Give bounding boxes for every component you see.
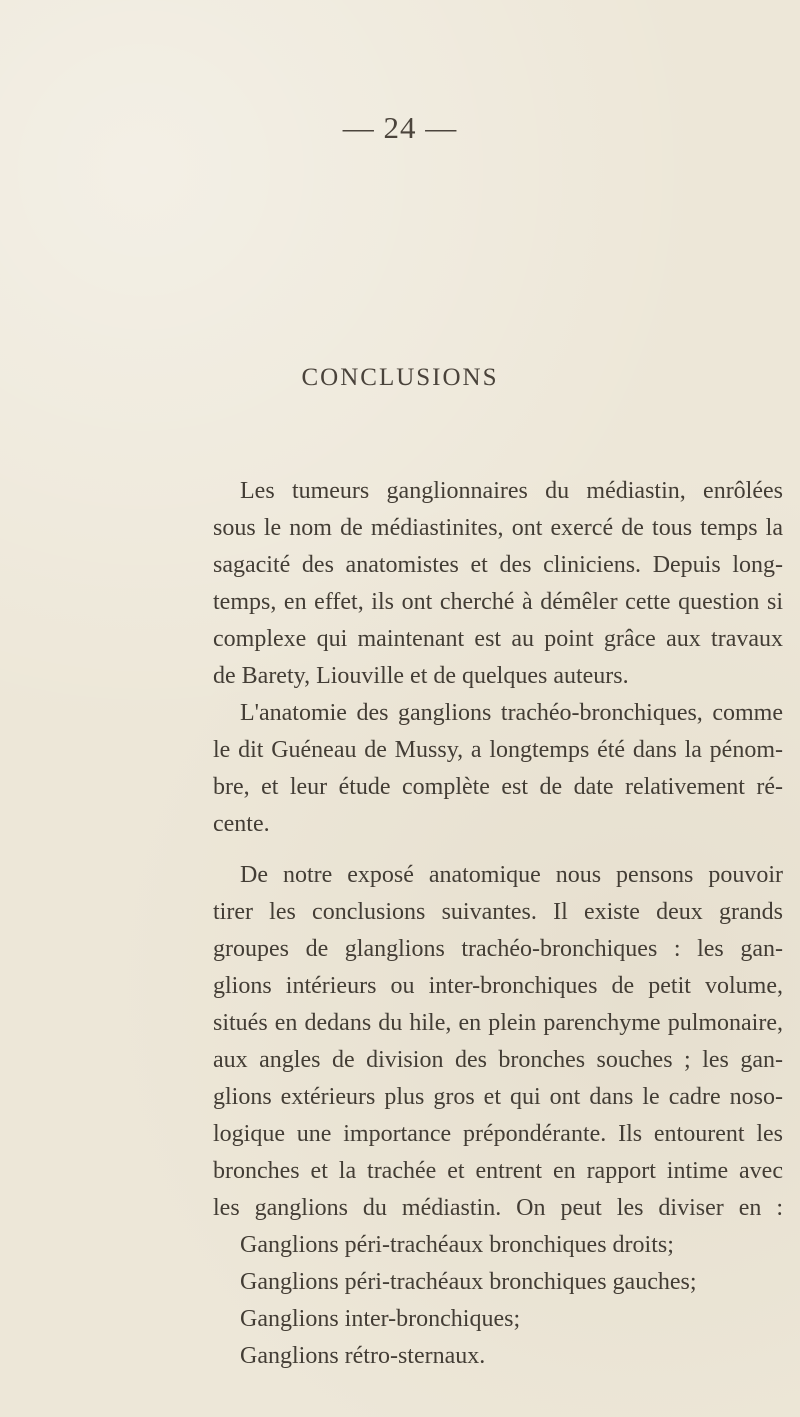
text-line: De notre exposé anatomique nous pensons pouvoir	[240, 862, 783, 888]
list-item: Ganglions inter-bronchiques;	[240, 1306, 521, 1332]
text-line: glions extérieurs plus gros et qui ont dans le cadre noso-	[213, 1084, 783, 1110]
text-line: de Barety, Liouville et de quelques auteurs.	[213, 663, 629, 689]
text-line: bronches et la trachée et entrent en rapport intime avec	[213, 1158, 783, 1184]
text-line: aux angles de division des bronches souches ; les gan-	[213, 1047, 783, 1073]
text-line: L'anatomie des ganglions trachéo-bronchiques, comme	[240, 700, 783, 726]
text-line: le dit Guéneau de Mussy, a longtemps été dans la pénom-	[213, 737, 783, 763]
text-line: complexe qui maintenant est au point grâce aux travaux	[213, 626, 783, 652]
list-item: Ganglions péri-trachéaux bronchiques droits;	[240, 1232, 674, 1258]
text-line: tirer les conclusions suivantes. Il existe deux grands	[213, 899, 783, 925]
text-line: Les tumeurs ganglionnaires du médiastin, enrôlées	[240, 478, 783, 504]
text-line: logique une importance prépondérante. Ils entourent les	[213, 1121, 783, 1147]
section-title: CONCLUSIONS	[301, 364, 499, 391]
text-line: glions intérieurs ou inter-bronchiques de petit volume,	[213, 973, 783, 999]
text-line: temps, en effet, ils ont cherché à démêler cette question si	[213, 589, 783, 615]
text-line: cente.	[213, 811, 270, 837]
text-line: sous le nom de médiastinites, ont exercé de tous temps la	[213, 515, 783, 541]
text-line: groupes de glanglions trachéo-bronchiques : les gan-	[213, 936, 783, 962]
text-line: sagacité des anatomistes et des cliniciens. Depuis long-	[213, 552, 783, 578]
list-item: Ganglions rétro-sternaux.	[240, 1343, 486, 1369]
page-number: — 24 —	[342, 110, 458, 145]
text-line: les ganglions du médiastin. On peut les diviser en :	[213, 1195, 783, 1221]
list-item: Ganglions péri-trachéaux bronchiques gauches;	[240, 1269, 697, 1295]
text-line: situés en dedans du hile, en plein parenchyme pulmonaire,	[213, 1010, 783, 1036]
text-line: bre, et leur étude complète est de date relativement ré-	[213, 774, 783, 800]
